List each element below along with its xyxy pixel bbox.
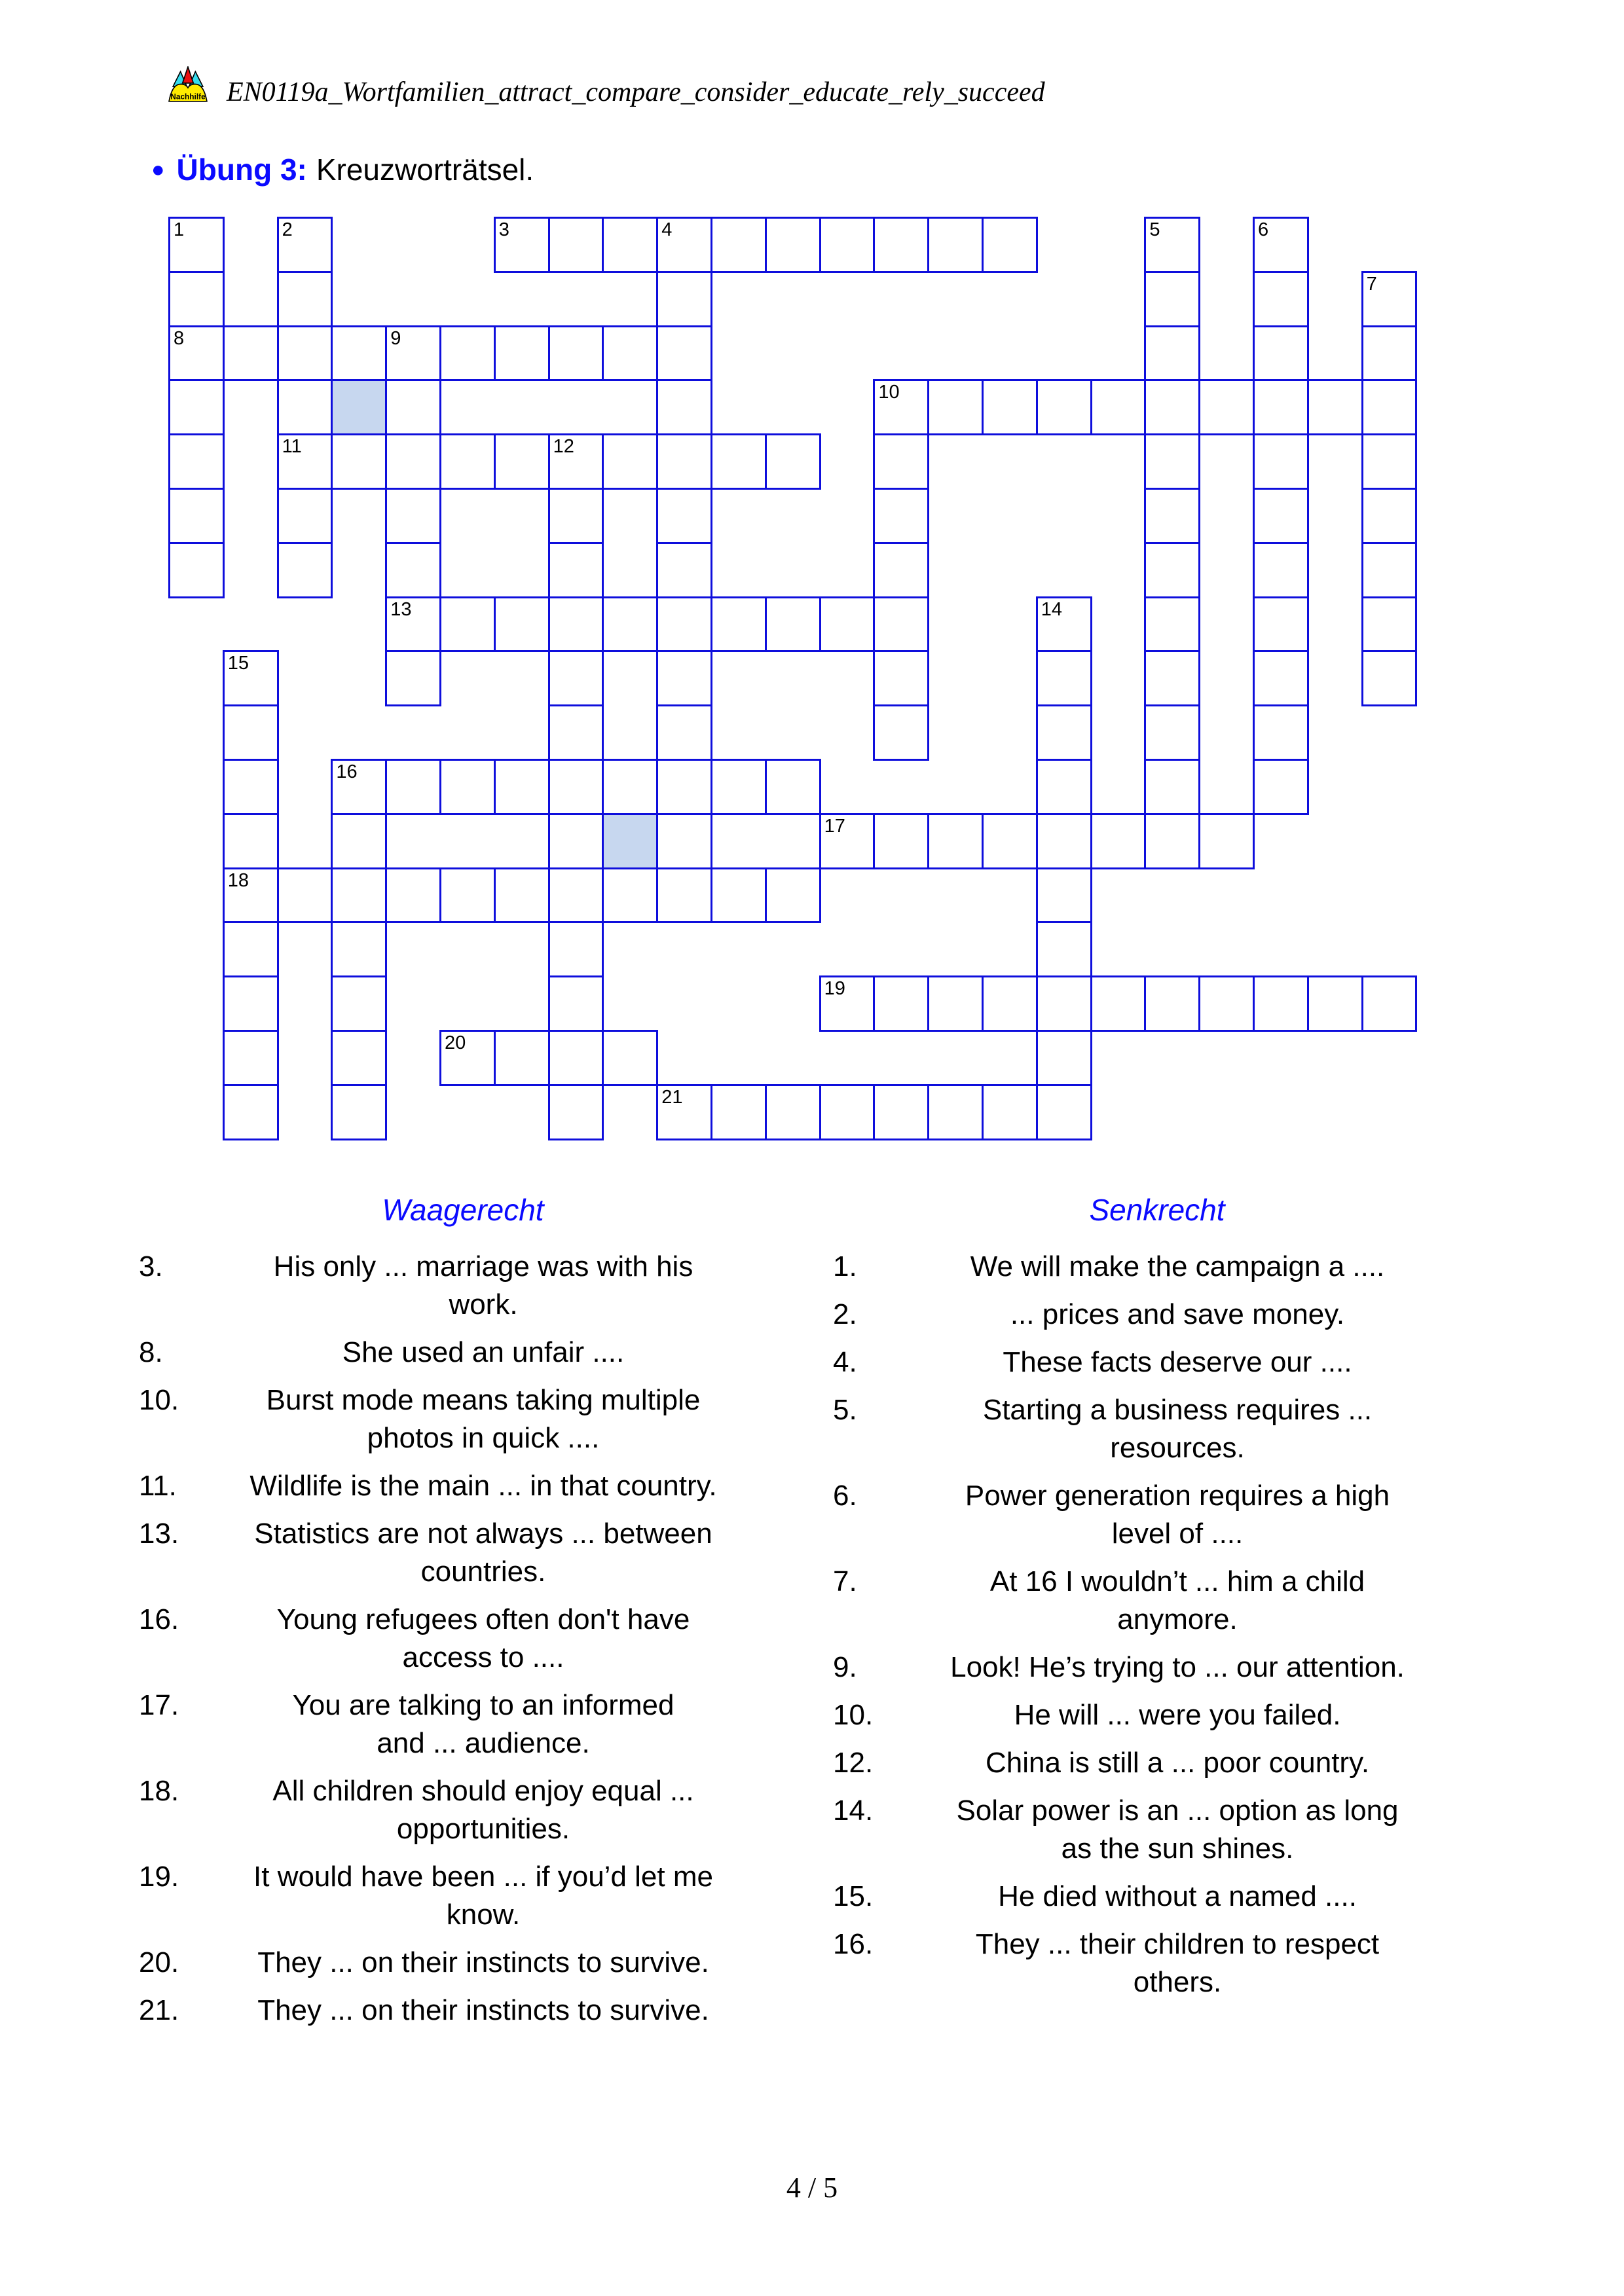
- grid-cell: [223, 704, 279, 761]
- grid-cell: [548, 813, 604, 869]
- grid-cell: [765, 759, 821, 815]
- grid-cell: [602, 433, 658, 490]
- grid-cell: [1198, 813, 1255, 869]
- grid-cell: [873, 379, 929, 435]
- grid-cell: [1036, 704, 1092, 761]
- grid-cell: [656, 325, 712, 382]
- clue-item: [833, 1296, 1481, 1334]
- grid-cell: [1361, 325, 1418, 382]
- clue-number: 13.: [139, 1518, 179, 1550]
- grid-cell: [439, 433, 496, 490]
- grid-cell: [1253, 975, 1309, 1032]
- grid-cell: [982, 379, 1038, 435]
- clue-item: [139, 1248, 787, 1324]
- grid-cell: [548, 759, 604, 815]
- grid-cell: [548, 704, 604, 761]
- grid-cell: [385, 379, 441, 435]
- clue-text: ... prices and save money.: [1010, 1298, 1345, 1330]
- grid-cell: [656, 704, 712, 761]
- grid-cell: [494, 867, 550, 924]
- across-clue-list: [139, 1248, 787, 2030]
- grid-cell: [385, 488, 441, 544]
- grid-cell: [548, 217, 604, 273]
- grid-cell: [277, 542, 333, 598]
- grid-cell: [223, 325, 279, 382]
- cell-number: 10: [878, 382, 900, 403]
- grid-cell: [494, 325, 550, 382]
- grid-cell: [1144, 325, 1200, 382]
- grid-cell: [1253, 596, 1309, 653]
- clue-item: [139, 1992, 787, 2030]
- grid-cell: [223, 975, 279, 1032]
- grid-cell: [765, 867, 821, 924]
- grid-cell: [1036, 813, 1092, 869]
- nachhilfe-logo: [168, 66, 208, 104]
- cell-number: 7: [1366, 273, 1377, 295]
- cell-number: 4: [661, 219, 673, 240]
- grid-cell: [1361, 975, 1418, 1032]
- clue-number: 12.: [833, 1747, 874, 1779]
- grid-cell: [548, 650, 604, 706]
- clue-item: [139, 1381, 787, 1457]
- clue-item: [139, 1858, 787, 1934]
- grid-cell: [385, 650, 441, 706]
- clue-number: 1.: [833, 1250, 857, 1283]
- clue-text: We will make the campaign a ....: [970, 1250, 1385, 1283]
- grid-cell: [819, 217, 876, 273]
- grid-cell: [1036, 1030, 1092, 1086]
- grid-cell: [277, 379, 333, 435]
- grid-cell: [1253, 759, 1309, 815]
- grid-cell: [710, 433, 767, 490]
- grid-cell: [223, 759, 279, 815]
- grid-cell: [439, 1030, 496, 1086]
- grid-cell: [927, 813, 984, 869]
- grid-cell: [873, 650, 929, 706]
- grid-cell: [1144, 759, 1200, 815]
- grid-cell: [819, 596, 876, 653]
- grid-cell: [1253, 433, 1309, 490]
- grid-cell: [656, 867, 712, 924]
- clue-number: 8.: [139, 1336, 163, 1368]
- clue-text: He will ... were you failed.: [1014, 1699, 1341, 1731]
- grid-cell: [1253, 217, 1309, 273]
- cell-number: 20: [445, 1032, 466, 1053]
- grid-cell: [548, 488, 604, 544]
- grid-cell: [331, 759, 387, 815]
- cell-number: 21: [661, 1086, 683, 1108]
- grid-cell: [548, 1030, 604, 1086]
- grid-cell: [873, 1084, 929, 1140]
- clue-text: They ... their children to respect others.: [975, 1928, 1380, 1998]
- clue-item: [833, 1477, 1481, 1553]
- grid-cell: [1253, 325, 1309, 382]
- clue-number: 3.: [139, 1250, 163, 1283]
- grid-cell: [1253, 542, 1309, 598]
- grid-cell: [873, 433, 929, 490]
- grid-cell: [1144, 975, 1200, 1032]
- grid-cell: [873, 813, 929, 869]
- across-clues-section: [139, 1192, 787, 2039]
- grid-cell: [439, 759, 496, 815]
- grid-cell: [331, 813, 387, 869]
- clue-number: 10.: [833, 1699, 874, 1731]
- grid-cell: [494, 1030, 550, 1086]
- grid-cell: [168, 488, 225, 544]
- clue-text: Burst mode means taking multiple photos in quick ....: [266, 1384, 701, 1454]
- down-clue-list: [833, 1248, 1481, 2001]
- grid-cell: [819, 975, 876, 1032]
- grid-cell: [710, 867, 767, 924]
- clue-item: [833, 1878, 1481, 1916]
- cell-number: 17: [824, 815, 845, 837]
- grid-cell: [548, 1084, 604, 1140]
- grid-cell: [494, 433, 550, 490]
- grid-cell: [277, 325, 333, 382]
- grid-cell: [656, 1084, 712, 1140]
- grid-cell: [1253, 271, 1309, 327]
- grid-cell: [602, 217, 658, 273]
- grid-cell: [223, 867, 279, 924]
- grid-cell: [439, 596, 496, 653]
- grid-cell: [548, 596, 604, 653]
- grid-cell: [331, 867, 387, 924]
- grid-cell: [1361, 379, 1418, 435]
- grid-cell: [168, 379, 225, 435]
- cell-number: 15: [227, 653, 249, 674]
- grid-cell: [927, 1084, 984, 1140]
- grid-cell: [1144, 596, 1200, 653]
- clue-text: These facts deserve our ....: [1003, 1346, 1352, 1378]
- grid-cell: [602, 867, 658, 924]
- grid-cell: [1036, 975, 1092, 1032]
- grid-cell: [331, 1030, 387, 1086]
- grid-cell: [1090, 813, 1147, 869]
- grid-cell: [873, 704, 929, 761]
- clue-number: 6.: [833, 1480, 857, 1512]
- grid-cell: [656, 271, 712, 327]
- grid-cell: [385, 867, 441, 924]
- grid-cell: [168, 325, 225, 382]
- grid-cell: [168, 433, 225, 490]
- clue-item: [833, 1744, 1481, 1782]
- grid-cell: [494, 759, 550, 815]
- grid-cell: [385, 542, 441, 598]
- grid-cell: [1036, 1084, 1092, 1140]
- grid-cell: [710, 1084, 767, 1140]
- grid-cell: [385, 433, 441, 490]
- grid-cell: [1253, 379, 1309, 435]
- grid-cell: [277, 433, 333, 490]
- clue-item: [833, 1792, 1481, 1868]
- grid-cell: [656, 759, 712, 815]
- page-number: 4 / 5: [786, 2172, 838, 2204]
- crossword-grid: [168, 217, 1420, 1142]
- clue-number: 18.: [139, 1775, 179, 1807]
- grid-cell: [223, 921, 279, 977]
- clue-item: [833, 1563, 1481, 1639]
- grid-cell: [1036, 867, 1092, 924]
- grid-cell: [277, 217, 333, 273]
- cell-number: 19: [824, 978, 845, 1000]
- grid-cell: [223, 1084, 279, 1140]
- grid-cell: [331, 433, 387, 490]
- svg-text:Nachhilfe: Nachhilfe: [170, 92, 206, 101]
- clue-text: Wildlife is the main ... in that country.: [249, 1470, 717, 1502]
- clue-number: 16.: [139, 1603, 179, 1635]
- clue-text: Statistics are not always ... between countries.: [254, 1518, 712, 1588]
- grid-cell: [602, 325, 658, 382]
- grid-cell: [1144, 488, 1200, 544]
- grid-cell: [765, 596, 821, 653]
- grid-cell: [1090, 975, 1147, 1032]
- grid-cell: [1036, 379, 1092, 435]
- grid-cell: [602, 1030, 658, 1086]
- clue-text: All children should enjoy equal ... opportunities.: [272, 1775, 694, 1845]
- clue-number: 21.: [139, 1994, 179, 2026]
- grid-cell: [168, 271, 225, 327]
- grid-cell: [1361, 650, 1418, 706]
- grid-cell: [656, 542, 712, 598]
- grid-cell: [331, 975, 387, 1032]
- clue-number: 2.: [833, 1298, 857, 1330]
- grid-cell: [1253, 488, 1309, 544]
- cell-number: 18: [227, 869, 249, 891]
- clue-number: 17.: [139, 1689, 179, 1721]
- grid-cell: [1361, 596, 1418, 653]
- clue-text: They ... on their instincts to survive.: [257, 1994, 709, 2026]
- grid-cell: [602, 813, 658, 869]
- grid-cell: [819, 813, 876, 869]
- grid-cell: [1144, 542, 1200, 598]
- grid-cell: [656, 433, 712, 490]
- grid-cell: [1253, 650, 1309, 706]
- clue-text: China is still a ... poor country.: [985, 1747, 1370, 1779]
- clue-text: Look! He’s trying to ... our attention.: [950, 1651, 1405, 1683]
- grid-cell: [1361, 433, 1418, 490]
- clue-item: [139, 1601, 787, 1677]
- grid-cell: [331, 325, 387, 382]
- clue-text: She used an unfair ....: [342, 1336, 625, 1368]
- clue-number: 9.: [833, 1651, 857, 1683]
- cell-number: 1: [174, 219, 185, 240]
- clue-text: Solar power is an ... option as long as the sun shines.: [956, 1795, 1399, 1865]
- grid-cell: [331, 379, 387, 435]
- grid-cell: [982, 217, 1038, 273]
- grid-cell: [1036, 650, 1092, 706]
- grid-cell: [656, 379, 712, 435]
- exercise-heading: [151, 152, 534, 188]
- cell-number: 8: [174, 327, 185, 349]
- clue-item: [139, 1334, 787, 1372]
- grid-cell: [439, 867, 496, 924]
- grid-cell: [982, 975, 1038, 1032]
- exercise-title: Kreuzworträtsel.: [316, 153, 534, 187]
- grid-cell: [548, 433, 604, 490]
- grid-cell: [1036, 596, 1092, 653]
- grid-cell: [1144, 433, 1200, 490]
- cell-number: 2: [282, 219, 293, 240]
- clue-text: They ... on their instincts to survive.: [257, 1946, 709, 1978]
- clue-item: [139, 1686, 787, 1762]
- grid-cell: [1198, 975, 1255, 1032]
- grid-cell: [710, 759, 767, 815]
- grid-cell: [1144, 379, 1200, 435]
- grid-cell: [873, 488, 929, 544]
- grid-cell: [1036, 921, 1092, 977]
- cell-number: 12: [553, 436, 574, 458]
- clue-text: Starting a business requires ... resources.: [982, 1394, 1373, 1464]
- grid-cell: [1144, 217, 1200, 273]
- clue-item: [139, 1944, 787, 1982]
- grid-cell: [1198, 379, 1255, 435]
- grid-cell: [656, 488, 712, 544]
- cell-number: 6: [1258, 219, 1269, 240]
- cell-number: 5: [1149, 219, 1160, 240]
- grid-cell: [982, 813, 1038, 869]
- bullet-icon: ●: [151, 157, 165, 183]
- grid-cell: [1361, 488, 1418, 544]
- grid-cell: [548, 975, 604, 1032]
- clue-item: [139, 1515, 787, 1591]
- grid-cell: [1036, 759, 1092, 815]
- grid-cell: [873, 975, 929, 1032]
- grid-cell: [331, 921, 387, 977]
- grid-cell: [873, 542, 929, 598]
- grid-cell: [927, 217, 984, 273]
- cell-number: 14: [1041, 598, 1063, 620]
- grid-cell: [277, 867, 333, 924]
- clue-number: 7.: [833, 1565, 857, 1597]
- grid-cell: [656, 813, 712, 869]
- clue-number: 14.: [833, 1795, 874, 1827]
- clue-number: 20.: [139, 1946, 179, 1978]
- grid-cell: [873, 596, 929, 653]
- clue-item: [139, 1772, 787, 1848]
- grid-cell: [494, 596, 550, 653]
- grid-cell: [223, 813, 279, 869]
- clue-number: 16.: [833, 1928, 874, 1960]
- grid-cell: [765, 433, 821, 490]
- clue-number: 10.: [139, 1384, 179, 1416]
- grid-cell: [1144, 813, 1200, 869]
- grid-cell: [494, 217, 550, 273]
- mountain-logo-icon: [168, 66, 208, 104]
- grid-cell: [710, 217, 767, 273]
- grid-cell: [819, 1084, 876, 1140]
- grid-cell: [548, 921, 604, 977]
- grid-cell: [548, 325, 604, 382]
- grid-cell: [927, 975, 984, 1032]
- clue-item: [833, 1649, 1481, 1686]
- exercise-label: Übung 3:: [176, 153, 307, 187]
- across-heading: Waagerecht: [382, 1193, 544, 1227]
- grid-cell: [1307, 975, 1363, 1032]
- grid-cell: [277, 488, 333, 544]
- clue-text: His only ... marriage was with his work.: [273, 1250, 693, 1321]
- grid-cell: [1361, 542, 1418, 598]
- grid-cell: [548, 542, 604, 598]
- grid-cell: [168, 542, 225, 598]
- grid-cell: [331, 1084, 387, 1140]
- cell-number: 13: [390, 598, 412, 620]
- cell-number: 3: [498, 219, 509, 240]
- grid-cell: [982, 1084, 1038, 1140]
- grid-cell: [873, 217, 929, 273]
- grid-cell: [1144, 650, 1200, 706]
- doc-title: EN0119a_Wortfamilien_attract_compare_consider_educate_rely_succeed: [227, 77, 1045, 107]
- cell-number: 9: [390, 327, 401, 349]
- cell-number: 11: [282, 436, 302, 458]
- grid-cell: [385, 596, 441, 653]
- clue-item: [139, 1467, 787, 1505]
- grid-cell: [223, 650, 279, 706]
- grid-cell: [385, 325, 441, 382]
- grid-cell: [223, 1030, 279, 1086]
- grid-cell: [385, 759, 441, 815]
- clue-number: 11.: [139, 1470, 177, 1502]
- grid-cell: [1090, 379, 1147, 435]
- grid-cell: [656, 596, 712, 653]
- grid-cell: [168, 217, 225, 273]
- clue-item: [833, 1696, 1481, 1734]
- grid-cell: [1361, 271, 1418, 327]
- down-heading: Senkrecht: [1089, 1193, 1225, 1227]
- down-clues-section: [833, 1192, 1481, 2011]
- grid-cell: [765, 1084, 821, 1140]
- grid-cell: [656, 650, 712, 706]
- clue-number: 4.: [833, 1346, 857, 1378]
- clue-item: [833, 1343, 1481, 1381]
- grid-cell: [1307, 379, 1363, 435]
- cell-number: 16: [336, 761, 358, 782]
- clue-text: At 16 I wouldn’t ... him a child anymore.: [989, 1565, 1365, 1635]
- grid-cell: [548, 867, 604, 924]
- grid-cell: [277, 271, 333, 327]
- grid-cell: [439, 325, 496, 382]
- clue-text: You are talking to an informed and ... audience.: [292, 1689, 674, 1759]
- clue-item: [833, 1248, 1481, 1286]
- grid-cell: [1144, 704, 1200, 761]
- clue-number: 15.: [833, 1880, 874, 1912]
- clue-number: 5.: [833, 1394, 857, 1426]
- clue-number: 19.: [139, 1861, 179, 1893]
- clue-text: Young refugees often don't have access to ....: [276, 1603, 690, 1673]
- grid-cell: [927, 379, 984, 435]
- clue-text: Power generation requires a high level of ....: [965, 1480, 1390, 1550]
- clue-text: It would have been ... if you’d let me know.: [253, 1861, 713, 1931]
- grid-cell: [1144, 271, 1200, 327]
- grid-cell: [765, 217, 821, 273]
- grid-cell: [1253, 704, 1309, 761]
- clue-item: [833, 1925, 1481, 2001]
- grid-cell: [710, 596, 767, 653]
- clue-text: He died without a named ....: [998, 1880, 1357, 1912]
- clue-item: [833, 1391, 1481, 1467]
- grid-cell: [602, 596, 658, 653]
- grid-cell: [656, 217, 712, 273]
- grid-cell: [602, 759, 658, 815]
